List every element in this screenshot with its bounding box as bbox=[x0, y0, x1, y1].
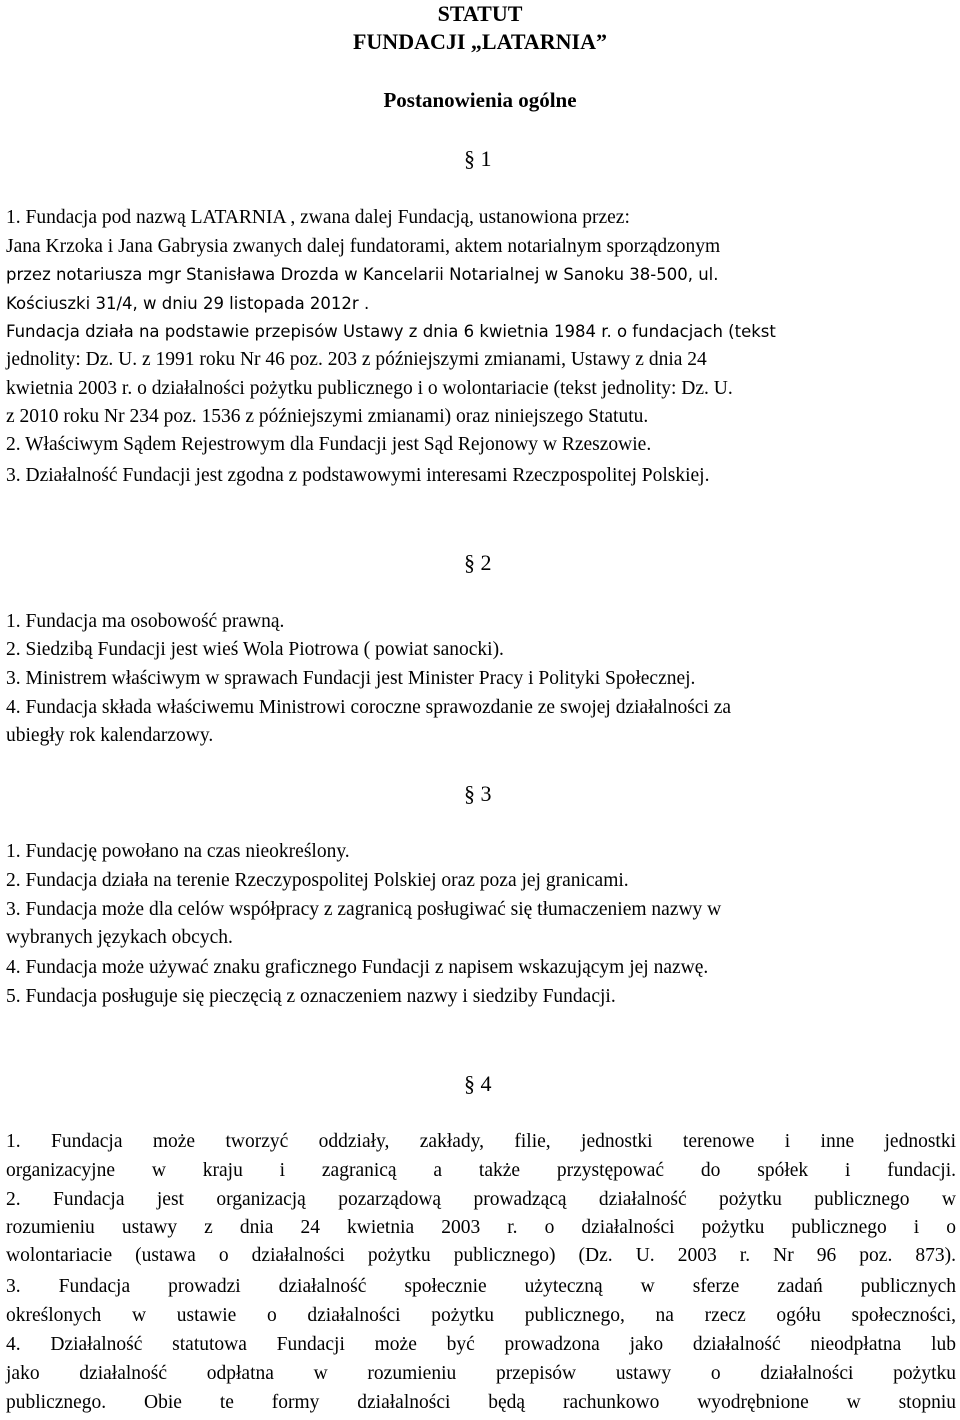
paragraph-number: § 2 bbox=[464, 550, 492, 575]
text-line: publicznego. Obie te formy działalności będą rachunkowo wyodrębnione w stopniu bbox=[6, 1392, 956, 1413]
text-line: 3. Działalność Fundacji jest zgodna z podstawowymi interesami Rzeczpospolitej Polskiej. bbox=[6, 465, 710, 486]
text-line: 3. Ministrem właściwym w sprawach Fundacji jest Minister Pracy i Polityki Społecznej. bbox=[6, 668, 696, 689]
text-line: 2. Fundacja działa na terenie Rzeczypospolitej Polskiej oraz poza jej granicami. bbox=[6, 870, 629, 891]
text-line: kwietnia 2003 r. o działalności pożytku publicznego i o wolontariacie (tekst jednolity: Dz. U. bbox=[6, 378, 733, 399]
document-subtitle: FUNDACJI „LATARNIA” bbox=[352, 29, 608, 54]
paragraph-number: § 4 bbox=[464, 1071, 492, 1096]
text-line: 2. Siedzibą Fundacji jest wieś Wola Piotrowa ( powiat sanocki). bbox=[6, 639, 504, 660]
text-line: Fundacja działa na podstawie przepisów Ustawy z dnia 6 kwietnia 1984 r. o fundacjach (tekst bbox=[6, 322, 776, 341]
text-line: wolontariacie (ustawa o działalności pożytku publicznego) (Dz. U. 2003 r. Nr 96 poz. 873). bbox=[6, 1245, 956, 1266]
text-line: wybranych językach obcych. bbox=[6, 927, 233, 948]
text-line: jednolity: Dz. U. z 1991 roku Nr 46 poz. 203 z późniejszymi zmianami, Ustawy z dnia 24 bbox=[6, 349, 707, 370]
text-line: przez notariusza mgr Stanisława Drozda w Kancelarii Notarialnej w Sanoku 38-500, ul. bbox=[6, 265, 719, 284]
text-line: rozumieniu ustawy z dnia 24 kwietnia 2003 r. o działalności pożytku publicznego i o bbox=[6, 1217, 956, 1238]
text-line: 4. Działalność statutowa Fundacji może być prowadzona jako działalność nieodpłatna lub bbox=[6, 1334, 956, 1355]
paragraph-number: § 3 bbox=[464, 781, 492, 806]
section-heading: Postanowienia ogólne bbox=[383, 88, 577, 112]
text-line: 5. Fundacja posługuje się pieczęcią z oznaczeniem nazwy i siedziby Fundacji. bbox=[6, 986, 616, 1007]
text-line: 4. Fundacja składa właściwemu Ministrowi coroczne sprawozdanie ze swojej działalności za bbox=[6, 697, 732, 718]
document-title: STATUT bbox=[437, 1, 523, 26]
text-line: określonych w ustawie o działalności pożytku publicznego, na rzecz ogółu społeczności, bbox=[6, 1305, 956, 1326]
text-line: 4. Fundacja może używać znaku graficznego Fundacji z napisem wskazującym jej nazwę. bbox=[6, 957, 709, 978]
text-line: 3. Fundacja prowadzi działalność społecznie użyteczną w sferze zadań publicznych bbox=[6, 1276, 956, 1297]
text-line: z 2010 roku Nr 234 poz. 1536 z późniejszymi zmianami) oraz niniejszego Statutu. bbox=[6, 406, 649, 427]
text-line: 2. Właściwym Sądem Rejestrowym dla Fundacji jest Sąd Rejonowy w Rzeszowie. bbox=[6, 434, 652, 455]
text-line: jako działalność odpłatna w rozumieniu przepisów ustawy o działalności pożytku bbox=[6, 1363, 956, 1384]
text-line: 3. Fundacja może dla celów współpracy z zagranicą posługiwać się tłumaczeniem nazwy w bbox=[6, 899, 722, 920]
text-line: Kościuszki 31/4, w dniu 29 listopada 2012r . bbox=[6, 294, 370, 313]
text-line: 1. Fundację powołano na czas nieokreślony. bbox=[6, 841, 350, 862]
text-line: 1. Fundacja ma osobowość prawną. bbox=[6, 611, 285, 632]
text-line: Jana Krzoka i Jana Gabrysia zwanych dalej fundatorami, aktem notarialnym sporządzonym bbox=[6, 236, 721, 257]
text-line: 1. Fundacja pod nazwą LATARNIA , zwana dalej Fundacją, ustanowiona przez: bbox=[6, 207, 630, 228]
text-line: 1. Fundacja może tworzyć oddziały, zakłady, filie, jednostki terenowe i inne jednostki bbox=[6, 1131, 956, 1152]
text-line: 2. Fundacja jest organizacją pozarządową prowadzącą działalność pożytku publicznego w bbox=[6, 1189, 956, 1210]
text-line: organizacyjne w kraju i zagranicą a także przystępować do spółek i fundacji. bbox=[6, 1160, 956, 1181]
text-line: ubiegły rok kalendarzowy. bbox=[6, 725, 214, 746]
paragraph-number: § 1 bbox=[464, 146, 492, 171]
